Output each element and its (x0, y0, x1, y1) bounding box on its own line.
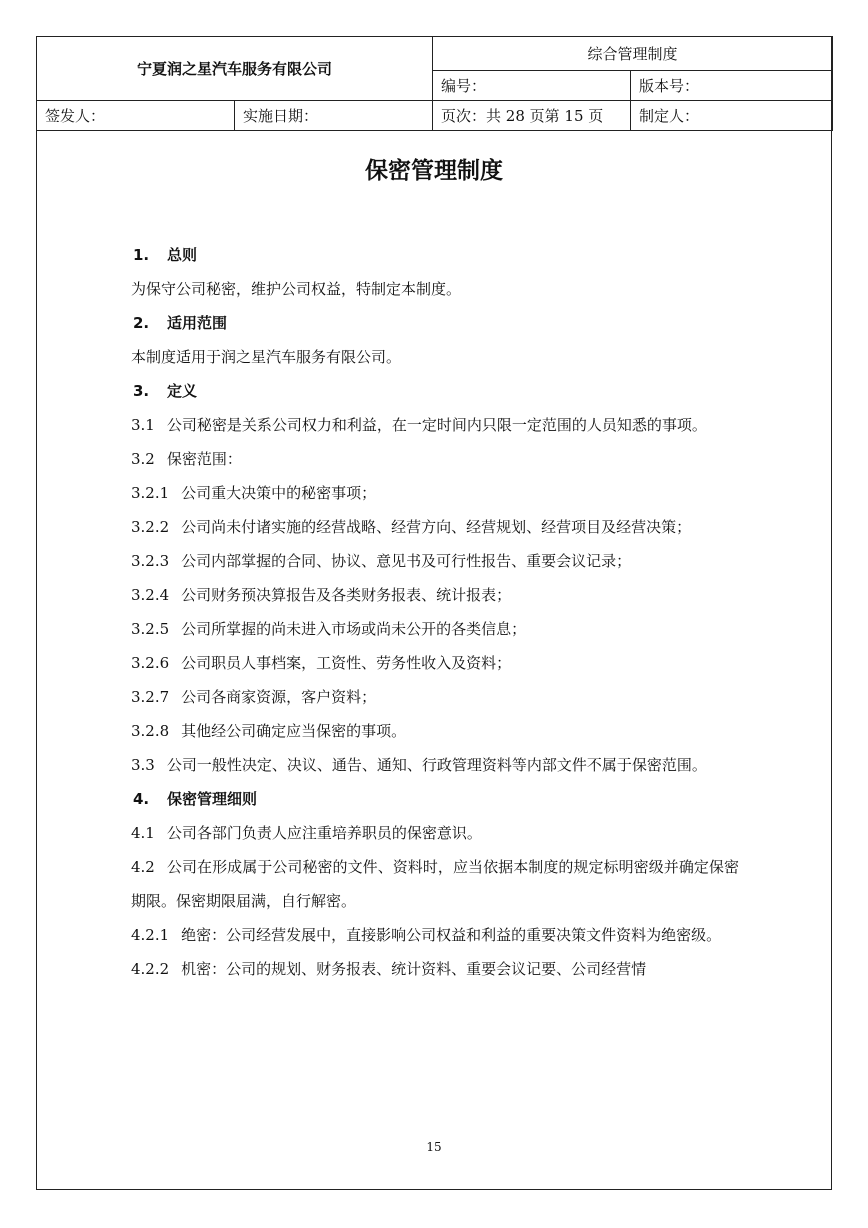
section-heading-text: 总则 (167, 246, 198, 264)
clause-text: 公司各部门负责人应注重培养职员的保密意识。 (166, 824, 482, 842)
clause-number: 3.2.5 (131, 620, 170, 638)
clause-number: 3.2.6 (131, 654, 170, 672)
clause-paragraph (131, 544, 739, 578)
section-number: 3. (133, 382, 150, 400)
clause-paragraph (131, 442, 739, 476)
clause-number: 3.2.3 (131, 552, 170, 570)
clause-number: 3.2.2 (131, 518, 170, 536)
clause-number: 4.1 (131, 824, 155, 842)
clause-text: 公司尚未付诸实施的经营战略、经营方向、经营规划、经营项目及经营决策； (181, 518, 692, 536)
clause-number: 3.2.1 (131, 484, 170, 502)
page-number: 15 (426, 1140, 442, 1154)
clause-paragraph (131, 952, 739, 986)
clause-text: 保密范围： (166, 450, 242, 468)
clause-paragraph (131, 476, 739, 510)
clause-paragraph (131, 510, 739, 544)
section-heading-text: 保密管理细则 (167, 790, 258, 808)
clause-text: 其他经公司确定应当保密的事项。 (181, 722, 407, 740)
page-count-label: 页次：共 28 页第 15 页 (433, 101, 631, 131)
clause-paragraph (131, 850, 739, 918)
issuer-label: 签发人： (37, 101, 235, 131)
clause-paragraph (131, 408, 739, 442)
section-heading (131, 374, 739, 408)
clause-number: 3.2.7 (131, 688, 170, 706)
clause-paragraph (131, 272, 739, 306)
clause-paragraph (131, 612, 739, 646)
clause-number: 3.2.8 (131, 722, 170, 740)
clause-text: 公司职员人事档案，工资性、劳务性收入及资料； (181, 654, 512, 672)
section-number: 2. (133, 314, 150, 332)
clause-paragraph (131, 340, 739, 374)
document-header-table (36, 36, 833, 131)
clause-text: 公司重大决策中的秘密事项； (181, 484, 377, 502)
clause-text: 公司各商家资源，客户资料； (181, 688, 377, 706)
clause-number: 4.2 (131, 858, 155, 876)
document-number-label: 编号： (433, 71, 631, 101)
clause-text: 绝密：公司经营发展中，直接影响公司权益和利益的重要决策文件资料为绝密级。 (181, 926, 722, 944)
clause-number: 4.2.2 (131, 960, 170, 978)
document-type: 综合管理制度 (433, 37, 833, 71)
section-heading-text: 定义 (167, 382, 198, 400)
clause-text: 本制度适用于润之星汽车服务有限公司。 (131, 348, 402, 366)
clause-paragraph (131, 748, 739, 782)
clause-paragraph (131, 918, 739, 952)
section-number: 4. (133, 790, 150, 808)
clause-text: 公司财务预决算报告及各类财务报表、统计报表； (181, 586, 512, 604)
section-heading (131, 782, 739, 816)
clause-number: 3.1 (131, 416, 155, 434)
clause-text: 公司在形成属于公司秘密的文件、资料时，应当依据本制度的规定标明密级并确定保密期限。保密期限届满，自行解密。 (131, 858, 739, 910)
section-heading-text: 适用范围 (167, 314, 228, 332)
document-title: 保密管理制度 (365, 158, 503, 184)
clause-number: 3.2.4 (131, 586, 170, 604)
clause-paragraph (131, 578, 739, 612)
clause-text: 机密：公司的规划、财务报表、统计资料、重要会议记要、公司经营情 (181, 960, 647, 978)
section-heading (131, 306, 739, 340)
clause-text: 公司秘密是关系公司权力和利益，在一定时间内只限一定范围的人员知悉的事项。 (166, 416, 707, 434)
clause-paragraph (131, 816, 739, 850)
clause-number: 3.2 (131, 450, 155, 468)
clause-number: 3.3 (131, 756, 155, 774)
section-heading (131, 238, 739, 272)
version-label: 版本号： (631, 71, 833, 101)
clause-text: 公司内部掌握的合同、协议、意见书及可行性报告、重要会议记录； (181, 552, 632, 570)
clause-number: 4.2.1 (131, 926, 170, 944)
clause-paragraph (131, 646, 739, 680)
clause-paragraph (131, 680, 739, 714)
author-label: 制定人： (631, 101, 833, 131)
document-body (131, 238, 739, 986)
effective-date-label: 实施日期： (235, 101, 433, 131)
clause-text: 为保守公司秘密，维护公司权益，特制定本制度。 (131, 280, 462, 298)
clause-paragraph (131, 714, 739, 748)
company-name: 宁夏润之星汽车服务有限公司 (37, 37, 433, 101)
clause-text: 公司所掌握的尚未进入市场或尚未公开的各类信息； (181, 620, 527, 638)
clause-text: 公司一般性决定、决议、通告、通知、行政管理资料等内部文件不属于保密范围。 (166, 756, 707, 774)
section-number: 1. (133, 246, 150, 264)
